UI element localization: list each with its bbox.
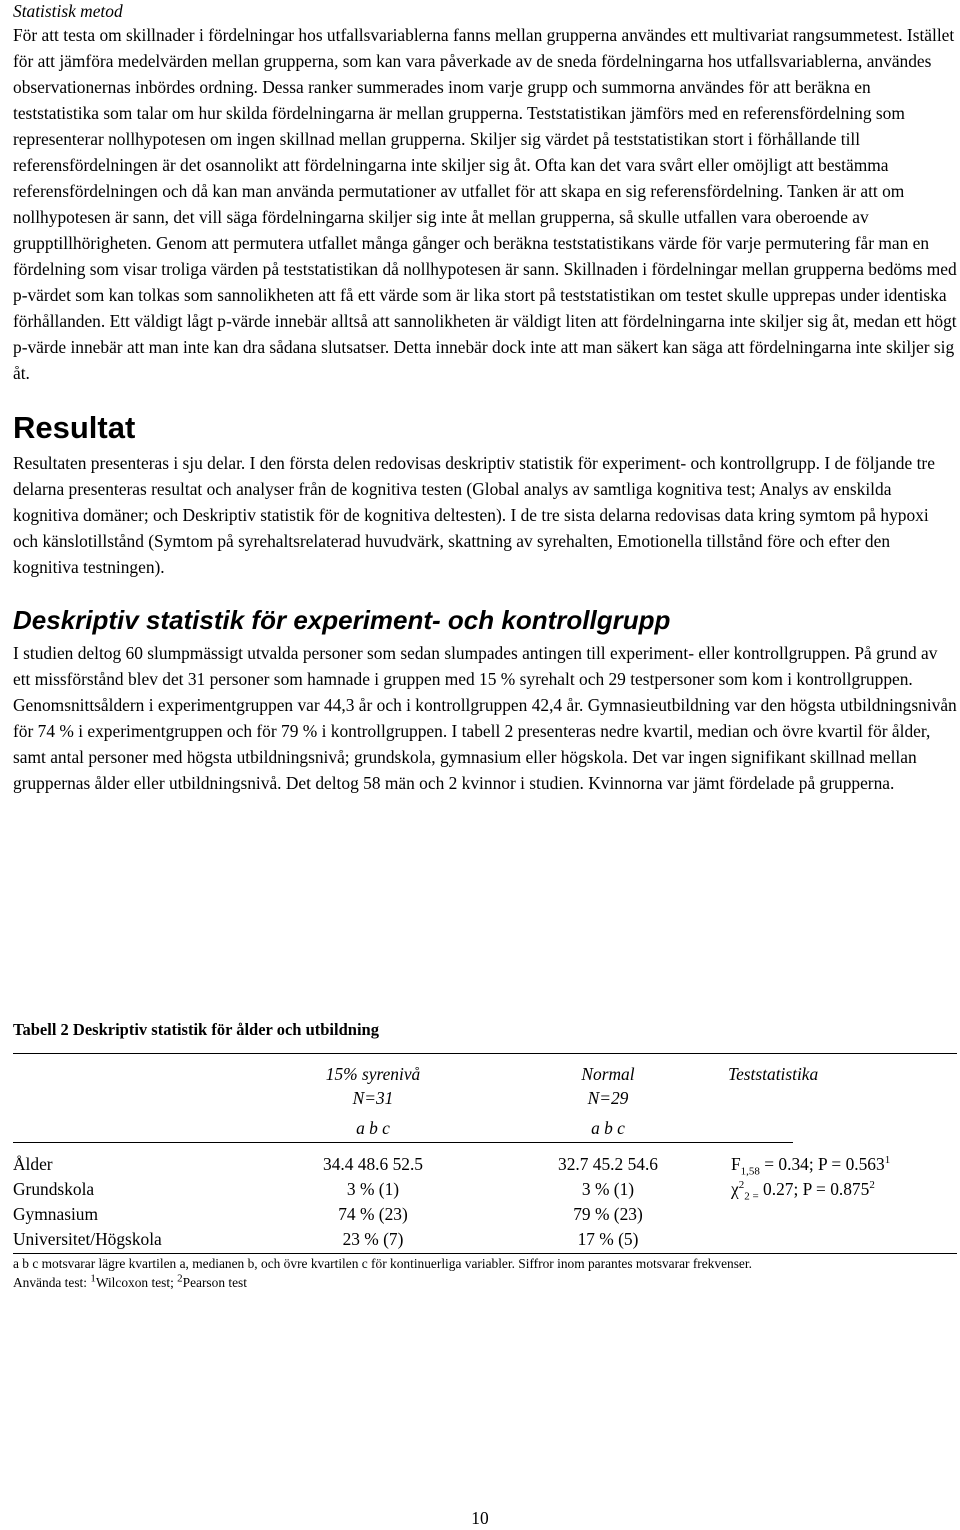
row-universitet-group2: 17 % (5) <box>577 1229 639 1249</box>
row-label-gymnasium: Gymnasium <box>13 1204 99 1224</box>
group2-name: Normal <box>581 1064 635 1084</box>
group1-abc: a b c <box>356 1118 390 1138</box>
method-paragraph: För att testa om skillnader i fördelningar hos utfallsvariablerna fanns mellan grupperna användes ett multivariat rangsummetest. Istället för att jämföra medelvärden mellan grupperna, som kan vara påverkade av de sneda fördelningarna hos utfallsvariablerna, användes observationernas inbördes ordning. Dessa ranker summerades inom varje grupp och summorna användes för att beräkna en teststatistika som talar om hur skilda fördelningarna är mellan grupperna. Teststatistikan jämförs med en referensfördelning som representerar nollhypotesen om ingen skillnad mellan grupperna. Skiljer sig värdet på teststatistikan stort i förhållande till referensfördelningen är det osannolikt att fördelningarna inte skiljer sig åt. Ofta kan det vara svårt eller omöjligt att bestämma referensfördelningen och då kan man använda permutationer av utfallet för att skapa en sig referensfördelning. Tanken är att om nollhypotesen är sann, det vill säga fördelningarna skiljer sig inte åt mellan grupperna, så skulle utfallen vara oberoende av grupptillhörigheten. Genom att permutera utfallet många gånger och beräkna teststatistikans värde för varje permutering får man en fördelning som visar troliga värden på teststatistikan då nollhypotesen är sann. Skillnaden i fördelningar mellan grupperna bedöms med p-värdet som kan tolkas som sannolikheten att få ett värde som är lika stort på teststatistikan om testet skulle upprepas under identiska förhållanden. Ett väldigt lågt p-värde innebär alltså att sannolikheten är väldigt liten att fördelningarna inte skiljer sig åt, medan ett högt p-värde innebär att man inte kan dra sådana slutsatser. Detta innebär dock inte att man säkert kan säga att fördelningarna inte skiljer sig åt. <box>13 25 957 383</box>
table-note-tests: Använda test: $^1$Wilcoxon test; $^2$Pearson test <box>13 1272 247 1290</box>
page-number: 10 <box>471 1508 489 1528</box>
row-grundskola-group2: 3 % (1) <box>581 1179 635 1199</box>
descriptive-paragraph: I studien deltog 60 slumpmässigt utvalda personer som sedan slumpades antingen till experiment- eller kontrollgruppen. På grund av ett missförstånd blev det 31 personer som hamnade i gruppen med 15 % syrehalt och 29 testpersoner som kom i kontrollgruppen. Genomsnittsåldern i experimentgruppen var 44,3 år och i kontrollgruppen 42,4 år. Gymnasieutbildning var den högsta utbildningsnivån för 74 % i experimentgruppen och för 79 % i kontrollgruppen. I tabell 2 presenteras nedre kvartil, median och övre kvartil för ålder, samt antal personer med högsta utbildningsnivå; grundskola, gymnasium eller högskola. Det var ingen signifikant skillnad mellan gruppernas ålder eller utbildningsnivå. Det deltog 58 män och 2 kvinnor i studien. Kvinnorna var jämt fördelade på grupperna. <box>13 643 957 793</box>
row-label-age: Ålder <box>13 1154 53 1174</box>
group1-n: N=31 <box>352 1088 394 1108</box>
table-header-rule <box>13 1142 793 1143</box>
results-heading: Resultat <box>13 410 136 445</box>
table-top-rule <box>13 1053 957 1054</box>
group1-name: 15% syrenivå <box>325 1064 421 1084</box>
document-page <box>13 0 957 1290</box>
table-caption: Tabell 2 Deskriptiv statistik för ålder och utbildning <box>13 1020 379 1039</box>
group2-n: N=29 <box>587 1088 629 1108</box>
row-label-grundskola: Grundskola <box>13 1179 95 1199</box>
row-gymnasium-group1: 74 % (23) <box>338 1204 408 1224</box>
row-gymnasium-group2: 79 % (23) <box>573 1204 643 1224</box>
row-label-universitet: Universitet/Högskola <box>13 1229 162 1249</box>
results-paragraph: Resultaten presenteras i sju delar. I den första delen redovisas deskriptiv statistik för experiment- och kontrollgrupp. I de följande tre delarna presenteras resultat och analyser från de kognitiva testen (Global analys av samtliga kognitiva test; Analys av enskilda kognitiva domäner; och Deskriptiv statistik för de kognitiva deltesten). I de tre sista delarna redovisas data kring symtom på hypoxi och känslotillstånd (Symtom på syrehaltsrelaterad huvudvärk, skattning av syrehalten, Emotionella tillstånd före och efter den kognitiva testningen). <box>13 453 935 577</box>
row-age-group1: 34.4 48.6 52.5 <box>323 1154 423 1174</box>
test-statistic-age: $F_{1,58} = 0.34$; $P = 0.563^1$ <box>731 1154 891 1178</box>
test-header: Teststatistika <box>728 1064 819 1084</box>
method-heading: Statistisk metod <box>13 1 123 21</box>
table-bottom-rule <box>13 1253 957 1254</box>
table-note-abc: a b c motsvarar lägre kvartilen a, medianen b, och övre kvartilen c för kontinuerliga variabler. Siffror inom parantes motsvarar frekvenser. <box>13 1256 752 1271</box>
descriptive-heading: Deskriptiv statistik för experiment- och kontrollgrupp <box>13 605 671 635</box>
row-grundskola-group1: 3 % (1) <box>346 1179 400 1199</box>
test-statistic-education: $\chi^2_{2 =}$ 0.27; $P = 0.875^2$ <box>731 1179 875 1203</box>
group2-abc: a b c <box>591 1118 625 1138</box>
row-universitet-group1: 23 % (7) <box>342 1229 404 1249</box>
row-age-group2: 32.7 45.2 54.6 <box>558 1154 658 1174</box>
